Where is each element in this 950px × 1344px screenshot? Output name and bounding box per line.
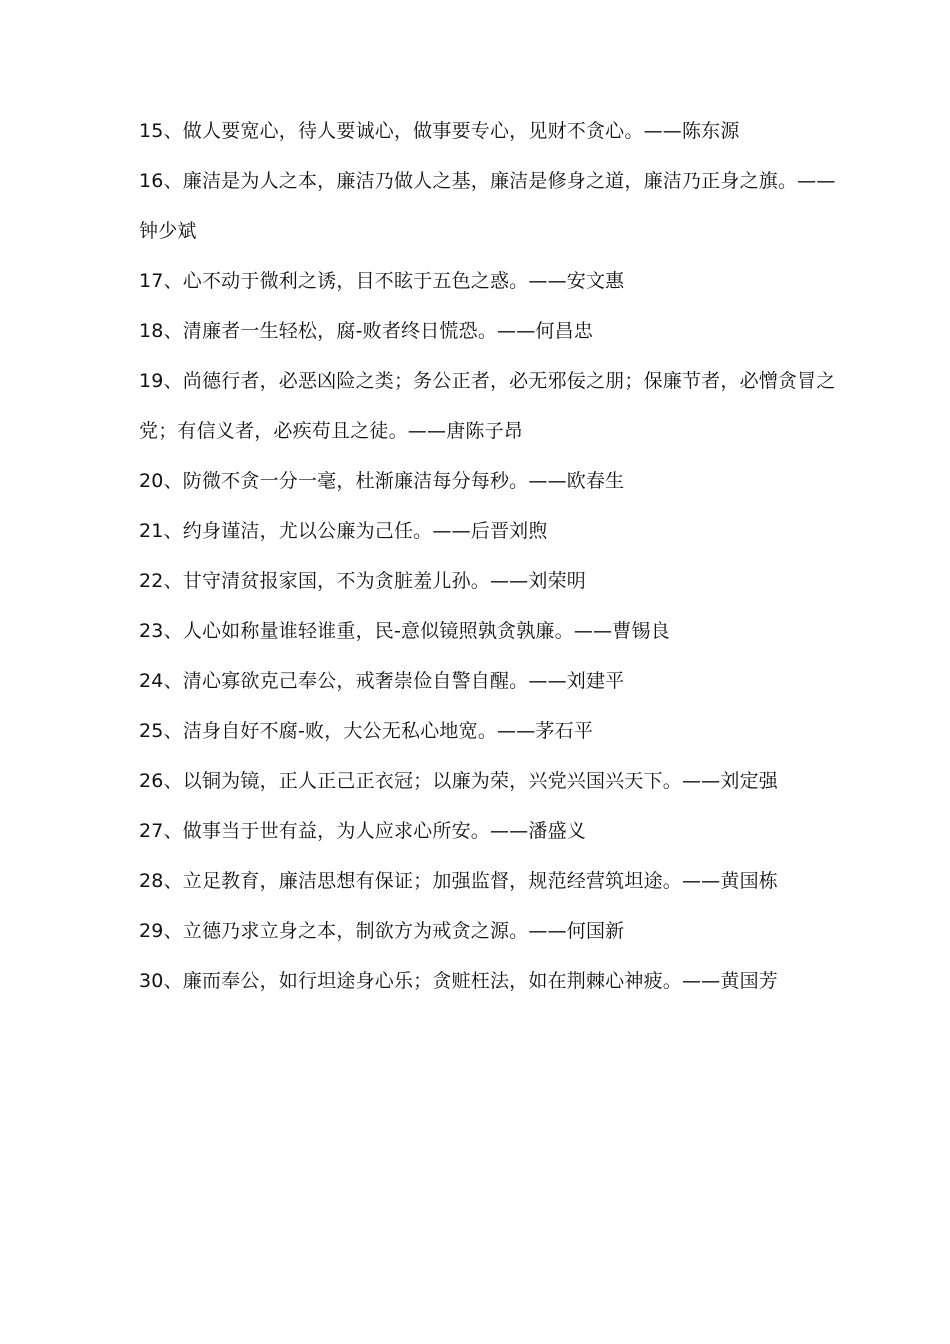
quote-item: 17、心不动于微利之诱，目不眩于五色之惑。——安文惠 [139, 270, 625, 292]
quote-item: 23、人心如称量谁轻谁重，民-意似镜照孰贪孰廉。——曹锡良 [139, 620, 670, 642]
quote-item: 22、甘守清贫报家国，不为贪脏羞儿孙。——刘荣明 [139, 570, 586, 592]
quote-list [139, 106, 839, 1006]
quote-item: 19、尚德行者，必恶凶险之类；务公正者，必无邪佞之朋；保廉节者，必憎贪冒之党；有信义者，必疾苟且之徒。——唐陈子昂 [139, 370, 836, 442]
quote-item: 18、清廉者一生轻松，腐-败者终日慌恐。——何昌忠 [139, 320, 594, 342]
quote-item: 20、防微不贪一分一毫，杜渐廉洁每分每秒。——欧春生 [139, 470, 625, 492]
quote-item: 21、约身谨洁，尤以公廉为己任。——后晋刘煦 [139, 520, 548, 542]
quote-item: 26、以铜为镜，正人正己正衣冠；以廉为荣，兴党兴国兴天下。——刘定强 [139, 770, 778, 792]
quote-item: 28、立足教育，廉洁思想有保证；加强监督，规范经营筑坦途。——黄国栋 [139, 870, 778, 892]
quote-item: 27、做事当于世有益，为人应求心所安。——潘盛义 [139, 820, 586, 842]
quote-item: 25、洁身自好不腐-败，大公无私心地宽。——茅石平 [139, 720, 594, 742]
quote-item: 24、清心寡欲克己奉公，戒奢崇俭自警自醒。——刘建平 [139, 670, 625, 692]
quote-item: 15、做人要宽心，待人要诚心，做事要专心，见财不贪心。——陈东源 [139, 120, 740, 142]
quote-item: 16、廉洁是为人之本，廉洁乃做人之基，廉洁是修身之道，廉洁乃正身之旗。——钟少斌 [139, 170, 836, 242]
quote-item: 30、廉而奉公，如行坦途身心乐；贪赃枉法，如在荆棘心神疲。——黄国芳 [139, 970, 778, 992]
quote-item: 29、立德乃求立身之本，制欲方为戒贪之源。——何国新 [139, 920, 625, 942]
